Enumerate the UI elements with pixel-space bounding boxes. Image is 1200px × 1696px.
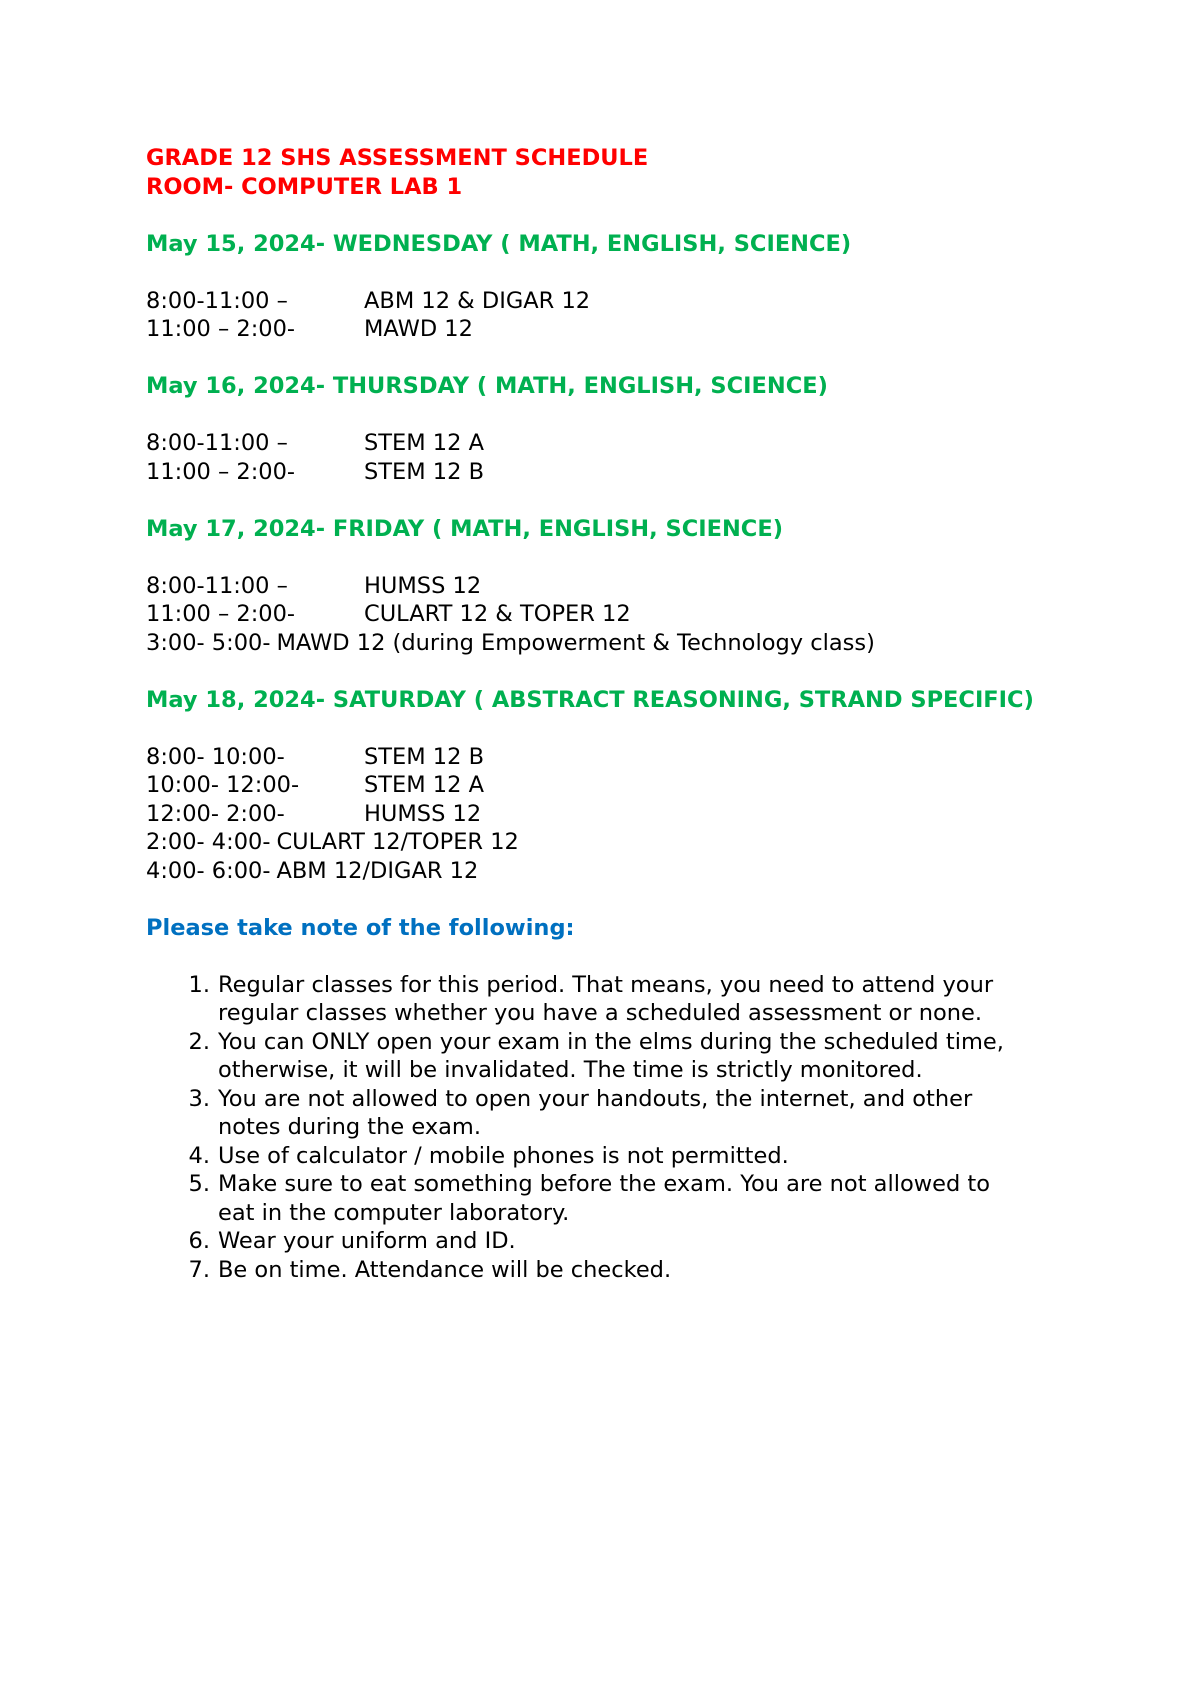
list-item: [146, 1227, 1086, 1256]
slot-group: MAWD 12: [364, 316, 473, 342]
list-item-text: You can ONLY open your exam in the elms during the scheduled time, otherwise, it will be invalidated. The time is strictly monitored.: [218, 1028, 1004, 1083]
slot-time: 8:00-11:00 –: [146, 430, 288, 456]
list-item-number: 4.: [188, 1142, 210, 1169]
day-section-wednesday: [146, 230, 1086, 344]
schedule-slot: [146, 429, 1086, 458]
schedule-slot: [146, 828, 1086, 857]
slot-time: 10:00- 12:00-: [146, 772, 300, 798]
list-item-text: Wear your uniform and ID.: [218, 1228, 516, 1254]
schedule-slot: [146, 600, 1086, 629]
schedule-slot: [146, 629, 1086, 658]
day-heading: May 16, 2024- THURSDAY ( MATH, ENGLISH, SCIENCE): [146, 373, 828, 399]
list-item: [146, 1085, 1086, 1142]
slot-time: 2:00- 4:00-: [146, 829, 271, 855]
list-item-number: 5.: [188, 1171, 210, 1197]
list-item: [146, 1142, 1086, 1171]
slot-time: 11:00 – 2:00-: [146, 601, 296, 627]
slot-group: HUMSS 12: [364, 572, 482, 599]
schedule-slot: [146, 743, 1086, 772]
slot-group: ABM 12/DIGAR 12: [276, 857, 479, 884]
slot-time: 8:00- 10:00-: [146, 743, 285, 770]
slot-group: STEM 12 B: [364, 458, 485, 485]
slot-group: CULART 12 & TOPER 12: [364, 601, 631, 627]
list-item-text: You are not allowed to open your handouts, the internet, and other notes during the exam.: [218, 1085, 973, 1140]
schedule-slot: [146, 315, 1086, 344]
slot-group: STEM 12 A: [364, 430, 484, 456]
slot-group: MAWD 12 (during Empowerment & Technology class): [276, 629, 875, 656]
slot-time: 8:00-11:00 –: [146, 287, 288, 314]
document-page: [146, 144, 1086, 1284]
schedule-slot: [146, 572, 1086, 601]
list-item: [146, 971, 1086, 1028]
day-heading: May 18, 2024- SATURDAY ( ABSTRACT REASONING, STRAND SPECIFIC): [146, 686, 1034, 713]
list-item-text: Regular classes for this period. That means, you need to attend your regular classes whether you have a scheduled assessment or none.: [218, 971, 994, 1026]
list-item-text: Use of calculator / mobile phones is not permitted.: [218, 1142, 789, 1169]
document-title: GRADE 12 SHS ASSESSMENT SCHEDULE: [146, 145, 649, 171]
slot-group: STEM 12 A: [364, 772, 484, 798]
notes-list: [146, 971, 1086, 1285]
slot-time: 4:00- 6:00-: [146, 857, 271, 884]
slot-time: 11:00 – 2:00-: [146, 316, 296, 342]
slot-group: HUMSS 12: [364, 800, 482, 827]
schedule-slot: [146, 771, 1086, 800]
notes-heading: Please take note of the following:: [146, 914, 575, 941]
list-item: [146, 1028, 1086, 1085]
list-item: [146, 1170, 1086, 1227]
day-heading: May 15, 2024- WEDNESDAY ( MATH, ENGLISH, SCIENCE): [146, 230, 852, 257]
list-item-number: 1.: [188, 971, 210, 998]
slot-group: STEM 12 B: [364, 743, 485, 770]
list-item-text: Make sure to eat something before the exam. You are not allowed to eat in the computer laboratory.: [218, 1171, 990, 1226]
list-item-text: Be on time. Attendance will be checked.: [218, 1256, 672, 1283]
day-section-thursday: [146, 372, 1086, 486]
list-item-number: 6.: [188, 1228, 210, 1254]
slot-time: 3:00- 5:00-: [146, 629, 271, 656]
list-item-number: 3.: [188, 1085, 210, 1112]
day-section-saturday: [146, 686, 1086, 886]
slot-group: ABM 12 & DIGAR 12: [364, 287, 591, 314]
list-item-number: 7.: [188, 1256, 210, 1283]
room-label: ROOM- COMPUTER LAB 1: [146, 173, 463, 200]
schedule-slot: [146, 857, 1086, 886]
slot-time: 11:00 – 2:00-: [146, 458, 296, 485]
day-heading: May 17, 2024- FRIDAY ( MATH, ENGLISH, SCIENCE): [146, 515, 783, 542]
slot-time: 12:00- 2:00-: [146, 800, 285, 827]
slot-group: CULART 12/TOPER 12: [276, 829, 519, 855]
day-section-friday: [146, 515, 1086, 658]
slot-time: 8:00-11:00 –: [146, 572, 288, 599]
schedule-slot: [146, 800, 1086, 829]
schedule-slot: [146, 287, 1086, 316]
schedule-slot: [146, 458, 1086, 487]
list-item-number: 2.: [188, 1028, 210, 1055]
list-item: [146, 1256, 1086, 1285]
